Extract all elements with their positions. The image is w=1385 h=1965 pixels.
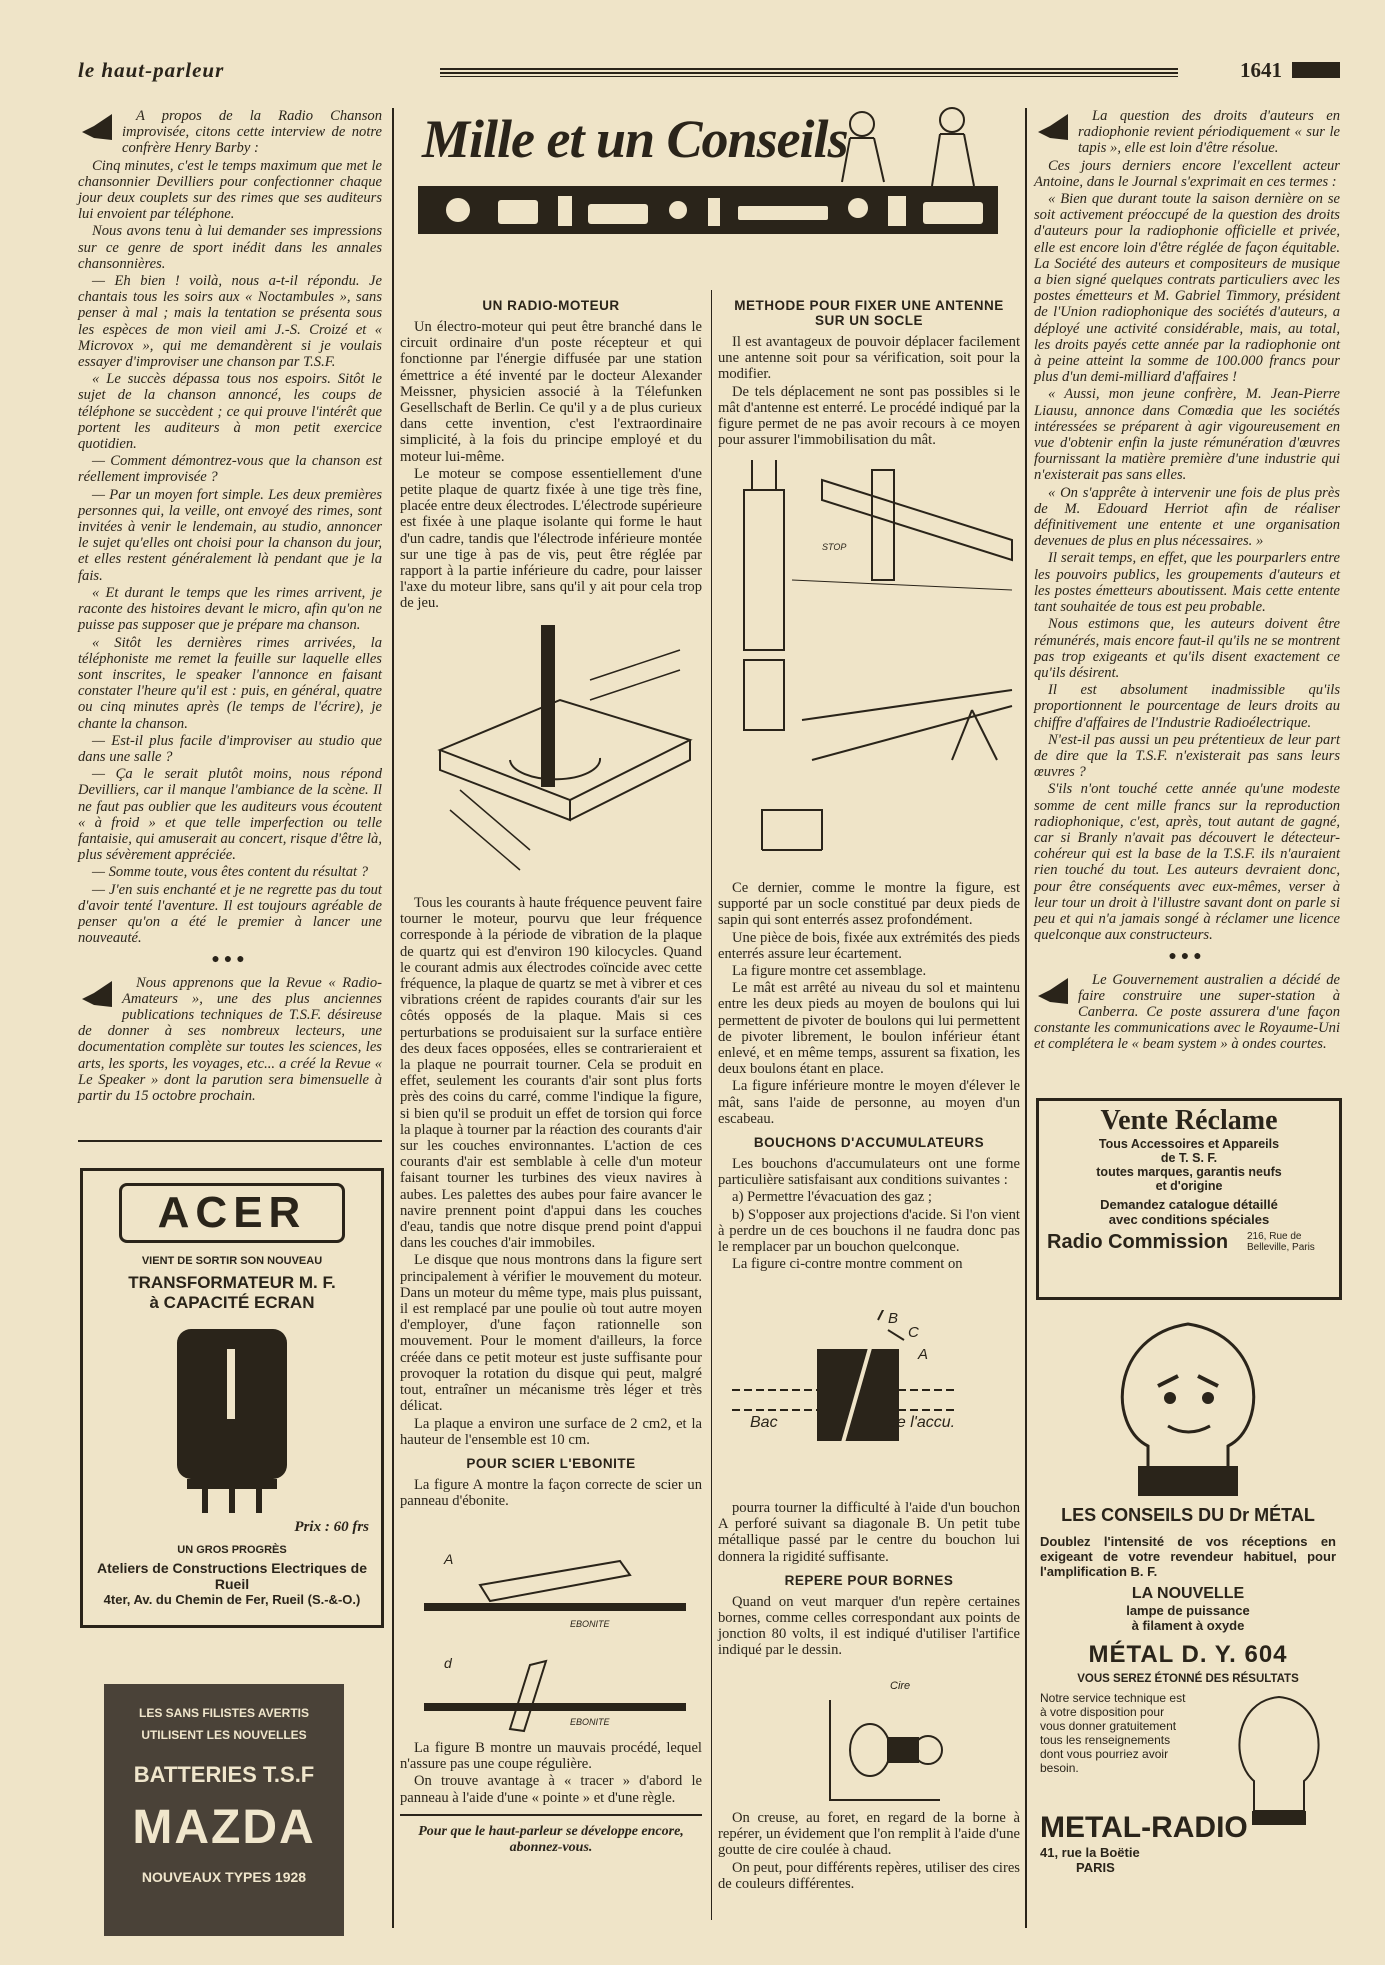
metal-brand: METAL-RADIO bbox=[1040, 1811, 1248, 1844]
mazda-line2: UTILISENT LES NOUVELLES bbox=[141, 1728, 307, 1742]
metal-line6: Notre service technique est à votre disposition pour vous donner gratuitement tous les renseignements dont vous pourriez avoir besoin. bbox=[1040, 1691, 1186, 1775]
column-rule-2 bbox=[711, 290, 712, 1920]
bornes-article bbox=[718, 1500, 1020, 1660]
metal-line3: lampe de puissance bbox=[1126, 1603, 1250, 1618]
paragraph: « On s'apprête à intervenir une fois de plus près de M. Edouard Herriot afin de réaliser définitivement une entente et une organisation devenues de plus en plus nécessaires. » bbox=[1034, 484, 1340, 550]
paragraph: — Eh bien ! voilà, nous a-t-il répondu. Je chantais tous les soirs aux « Noctambules », sans penser à mal ; mais la tentation se présenta sous les espèces de mon vieil ami J.-S. Croizé et « Microvox », qui me demandèrent si je voulais essayer d'improviser une chanson par T.S.F. bbox=[78, 273, 382, 371]
vente-address: 216, Rue de Belleville, Paris bbox=[1247, 1231, 1315, 1253]
heading-scier-ebonite: POUR SCIER L'EBONITE bbox=[466, 1455, 636, 1471]
metal-address1: 41, rue la Boëtie bbox=[1040, 1845, 1140, 1860]
bornes-article-end bbox=[718, 1810, 1020, 1893]
vente-reclame-advertisement bbox=[1036, 1098, 1342, 1300]
ebonite-label-b: EBONITE bbox=[570, 1717, 610, 1727]
paragraph: A propos de la Radio Chanson improvisée, citons cette interview de notre confrère Henry Barby : bbox=[122, 108, 382, 157]
paragraph: Nous apprenons que la Revue « Radio-Amateurs », une des plus anciennes publications techniques de T.S.F. désireuse de donner à ses nombreux lecteurs, une documentation complète sur toutes les sciences, les arts, les sports, les voyages, etc... a créé la Revue « Le Speaker » dont la parution sera bimensuelle à partir du 15 octobre prochain. bbox=[78, 974, 382, 1104]
metal-address2: PARIS bbox=[1076, 1860, 1115, 1875]
masthead-tab bbox=[1292, 62, 1340, 78]
metal-line2: LA NOUVELLE bbox=[1131, 1585, 1245, 1602]
paragraph: Nous estimons que, les auteurs doivent être rémunérés, mais encore faut-il qu'ils ne se montrent pas trop exigeants et qu'ils disent exactement ce qu'ils désirent. bbox=[1034, 616, 1340, 681]
heading-reperes: REPERE POUR BORNES bbox=[784, 1572, 954, 1588]
workers-illustration bbox=[812, 102, 1002, 194]
paragraph: Le moteur se compose essentiellement d'une petite plaque de quartz fixée à une tige très fine, placée entre deux électrodes. L'électrode supérieure est fixée à une plaque isolante qui forme le haut d'un cadre, tandis que l'électrode inférieure montée sur une tige à pas de vis, peut être réglée par rapport à la partie inférieure du cadre, pour laisser l'axe du moteur libre, sans qu'il y ait pour cela trop de jeu. bbox=[400, 465, 702, 612]
paragraph: — Comment démontrez-vous que la chanson est réellement improvisée ? bbox=[78, 453, 382, 486]
mazda-logo: MAZDA bbox=[132, 1801, 316, 1854]
vente-line6: avec conditions spéciales bbox=[1108, 1212, 1270, 1227]
mazda-line4: NOUVEAUX TYPES 1928 bbox=[141, 1869, 307, 1885]
borne-figure bbox=[800, 1680, 960, 1810]
paragraph: De tels déplacement ne sont pas possibles si le mât d'antenne est enterré. Le procédé indiqué par la figure permet de ne pas avoir recours à ce moyen pour assurer l'immobilisation du mât. bbox=[718, 383, 1020, 449]
ebonite-label-a: EBONITE bbox=[570, 1619, 610, 1629]
column-rule-1 bbox=[392, 108, 394, 1928]
mazda-line3: BATTERIES T.S.F bbox=[133, 1762, 315, 1787]
page-number: 1641 bbox=[1240, 58, 1282, 82]
paragraph: Tous les courants à haute fréquence peuvent faire tourner le moteur, pourvu que leur fréquence corresponde à la période de vibration de la plaque de quartz qui est d'environ 190 kilocycles. Quand le courant admis aux électrodes coïncide avec cette fréquence, la plaque de quartz se met à vibrer et ces vibrations créent de rapides courants d'air sur les côtés opposés de la plaque. Mais si ces perturbations se produisaient sur la surface entière des deux faces opposées, elles se contrarieraient et la plaque ne pourrait tourner. Cela se produit en effet, seulement les courants d'air sont plus forts près des coins du carré, comme l'indique la figure, si bien qu'il se produit un effet de torsion qui force la plaque à tourner par la réaction des courants d'air sur les couches environnantes. L'action de ces courants d'air est semblable à celle d'un moteur faisant tourner les turbines des vieux navires à aubes. Les palettes des aubes pour faire avancer le navire prennent point d'appui dans les couches d'eau, tandis que notre disque prend point d'appui dans les couches d'air immobiles. bbox=[400, 895, 702, 1252]
vente-line5: Demandez catalogue détaillé bbox=[1100, 1197, 1278, 1212]
masthead-title: le haut-parleur bbox=[78, 58, 225, 82]
ornament-divider: ●●● bbox=[211, 952, 249, 968]
middle-column-continued bbox=[400, 895, 702, 1510]
paragraph: « Sitôt les dernières rimes arrivées, la téléphoniste me remet la feuille sur laquelle elles sont inscrites, le speaker l'annonce en faisant constater l'heure qu'il est : puis, en général, quatre ou cinq minutes après (le temps de l'écrire), je chante la chanson. bbox=[78, 634, 382, 732]
paragraph: Cinq minutes, c'est le temps maximum que met le chansonnier Devilliers pour confectionner chaque jour deux couplets sur des rimes que ses auditeurs lui envoient par téléphone. bbox=[78, 157, 382, 223]
paragraph: — Ça le serait plutôt moins, nous répond Devilliers, car il manque l'ambiance de la scène. Il ne faut pas oublier que les auditeurs vous écoutent « à froid » et que telle imperfection ou telle fantaisie, qui amuserait au concert, risque d'être là, plus sévèrement appréciée. bbox=[78, 766, 382, 864]
paragraph: S'ils n'ont touché cette année qu'une modeste somme de cent mille francs sur la reproduction radiophonique, c'est, après, tout autant de gagné, car si Branly n'avait pas découvert le détecteur-cohéreur qui est la base de la T.S.F. ils n'auraient rien touché du tout. Les auteurs devraient donc, pour être conséquents avec eux-mêmes, verser à leur tour un droit à l'illustre savant dont on parle si peu et qui n'a jamais songé à réclamer une licence quelconque aux constructeurs. bbox=[1034, 781, 1340, 944]
paragraph: Nous avons tenu à lui demander ses impressions sur ce genre de sport inédit dans les annales chansonnières. bbox=[78, 223, 382, 272]
paragraph: Il serait temps, en effet, que les pourparlers entre les pouvoirs publics, les groupements d'auteurs et les postes émetteurs aboutissent. Mais cette entente tant souhaitée de tous est peu probable. bbox=[1034, 550, 1340, 616]
paragraph: « Le succès dépassa tous nos espoirs. Sitôt le sujet de la chanson annoncé, les coups de téléphone se succèdent ; ce qui prouve l'intérêt que portent les auditeurs à mon petit exercice quotidien. bbox=[78, 371, 382, 453]
paragraph: N'est-il pas aussi un peu prétentieux de leur part de dire que la T.S.F. n'existerait pas sans leurs œuvres ? bbox=[1034, 731, 1340, 781]
mazda-line1: LES SANS FILISTES AVERTIS bbox=[138, 1706, 310, 1720]
paragraph: Il est absolument inadmissible qu'ils proportionnent le pourcentage de leurs droits au chiffre d'affaires de l'Industrie Radioélectrique. bbox=[1034, 682, 1340, 731]
vente-line3: toutes marques, garantis neufs bbox=[1096, 1165, 1282, 1179]
metal-title: LES CONSEILS DU Dr MÉTAL bbox=[1061, 1505, 1315, 1525]
paragraph: b) S'opposer aux projections d'acide. Si l'on vient à perdre un de ces bouchons il ne faudra donc pas le remplacer par un bouchon quelconque. bbox=[718, 1206, 1020, 1256]
metal-lamp-image bbox=[1224, 1691, 1334, 1841]
paragraph: On trouve avantage à « tracer » d'abord le panneau à l'aide d'une « pointe » et d'une règle. bbox=[400, 1773, 702, 1806]
paragraph: La figure B montre un mauvais procédé, lequel n'assure pas une coupe régulière. bbox=[400, 1740, 702, 1773]
heading-antenne: METHODE POUR FIXER UNE ANTENNE SUR UN SOCLE bbox=[734, 298, 1004, 328]
left-divider bbox=[78, 1140, 382, 1142]
paragraph: La figure montre cet assemblage. bbox=[732, 963, 927, 980]
paragraph: « Et durant le temps que les rimes arrivent, je raconte des histoires devant le micro, afin qu'on ne puisse pas supposer que je prépare ma chanson. bbox=[78, 584, 382, 634]
masthead bbox=[78, 58, 1340, 88]
label-c: C bbox=[908, 1324, 919, 1341]
vente-line1: Tous Accessoires et Appareils bbox=[1098, 1137, 1280, 1151]
paragraph: La figure inférieure montre le moyen d'élever le mât, sans l'aide de personne, au moyen d'un escabeau. bbox=[718, 1078, 1020, 1127]
paragraph: Les bouchons d'accumulateurs ont une forme particulière satisfaisant aux conditions suivantes : bbox=[718, 1156, 1020, 1189]
paragraph: — Somme toute, vous êtes content du résultat ? bbox=[92, 864, 369, 881]
paragraph: « Aussi, mon jeune confrère, M. Jean-Pierre Liausu, annonce dans Comœdia que les sociétés intéressées se préparent à agir vigoureusement en vue d'obtenir enfin la juste rémunération d'œuvres fournissant la matière première d'une industrie qui n'existerait pas sans elles. bbox=[1034, 386, 1340, 484]
bouchon-figure bbox=[728, 1310, 1018, 1490]
acer-line6: 4ter, Av. du Chemin de Fer, Rueil (S.-&-O.) bbox=[103, 1592, 361, 1607]
metal-line4: à filament à oxyde bbox=[1131, 1618, 1245, 1633]
acer-line5: Ateliers de Constructions Electriques de Rueil bbox=[97, 1560, 367, 1592]
left-column-article bbox=[78, 108, 382, 1105]
ornament-divider: ●●● bbox=[1168, 949, 1206, 965]
antenne-article-continued bbox=[718, 880, 1020, 1273]
loudspeaker-icon bbox=[78, 110, 116, 142]
paragraph: Ce dernier, comme le montre la figure, est supporté par un socle constitué par deux pieds de sapin qui sont enterrés assez profondément. bbox=[718, 880, 1020, 929]
cire-label: Cire bbox=[890, 1680, 911, 1692]
paragraph: Il est avantageux de pouvoir déplacer facilement une antenne soit pour sa vérification, soit pour la modifier. bbox=[718, 334, 1020, 383]
masthead-rule bbox=[440, 68, 1178, 77]
loudspeaker-icon bbox=[1034, 110, 1072, 142]
accu-label: de l'accu. bbox=[888, 1414, 956, 1431]
heading-bouchons: BOUCHONS D'ACCUMULATEURS bbox=[753, 1135, 985, 1151]
bac-label: Bac bbox=[750, 1414, 778, 1431]
vente-title: Vente Réclame bbox=[1100, 1105, 1278, 1136]
paragraph: — Est-il plus facile d'improviser au studio que dans une salle ? bbox=[78, 732, 382, 765]
paragraph: pourra tourner la difficulté à l'aide d'un bouchon A perforé suivant sa diagonale B. Un petit tube métallique passé par le centre du bouchon lui donnera la rigidité suffisante. bbox=[718, 1500, 1020, 1565]
acer-logo-box bbox=[119, 1183, 345, 1243]
ebonite-figure bbox=[420, 1545, 700, 1735]
mazda-advertisement bbox=[104, 1684, 344, 1936]
paragraph: « Bien que durant toute la saison dernière on se soit activement préoccupé de la question des droits d'auteurs pour la radiophonie officielle et privée, elle est encore loin d'être réglée de façon équitable. La Société des auteurs et compositeurs de musique a bien signé quelques contrats particuliers avec les postes émetteurs et M. Gabriel Timmory, président de l'Union radiophonique des sociétés d'auteurs, a déployé une activité considérable, mais, au total, les droits payés cette année par la radiophonie ont à peine atteint la somme de 100.000 francs pour plus d'un demi-milliard d'affaires ! bbox=[1034, 191, 1340, 386]
paragraph: La question des droits d'auteurs en radiophonie revient périodiquement « sur le tapis », elle est loin d'être résolue. bbox=[1078, 108, 1340, 157]
acer-logo: ACER bbox=[157, 1188, 307, 1237]
paragraph: Le disque que nous montrons dans la figure sert principalement à vérifier le mouvement du moteur. Dans un moteur du même type, mais plus puissant, il est remplacé par une poulie où tout autre moyen d'employer, d'une façon rationnelle son mouvement. Pour le moment d'ailleurs, la force créée dans ce petit moteur est juste suffisante pour provoquer la rotation du disque qui peut, malgré tout, entraîner un mécanisme très léger et très délicat. bbox=[400, 1252, 702, 1415]
paragraph: Quand on veut marquer d'un repère certaines bornes, comme celles correspondant aux points de jonction 80 volts, il est indiqué d'utiliser l'artifice indiqué par le dessin. bbox=[718, 1593, 1020, 1659]
acer-advertisement bbox=[80, 1168, 384, 1628]
acer-line1: VIENT DE SORTIR SON NOUVEAU bbox=[141, 1255, 323, 1267]
antenne-article bbox=[718, 290, 1020, 449]
acer-line2: TRANSFORMATEUR M. F. bbox=[128, 1273, 336, 1292]
subscribe-footer: Pour que le haut-parleur se développe encore, abonnez-vous. bbox=[418, 1823, 684, 1856]
lamp-character-illustration bbox=[1038, 1306, 1338, 1496]
paragraph: La figure A montre la façon correcte de scier un panneau d'ébonite. bbox=[400, 1476, 702, 1510]
vente-line4: et d'origine bbox=[1155, 1179, 1223, 1193]
right-column-article bbox=[1034, 108, 1340, 1054]
footer-rule bbox=[400, 1814, 702, 1816]
paragraph: La plaque a environ une surface de 2 cm2, et la hauteur de l'ensemble est 10 cm. bbox=[400, 1415, 702, 1448]
metal-model: MÉTAL D. Y. 604 bbox=[1088, 1641, 1288, 1668]
transformer-image bbox=[157, 1319, 307, 1519]
vente-brand: Radio Commission bbox=[1047, 1231, 1229, 1253]
mille-conseils-banner bbox=[412, 108, 1002, 238]
paragraph: Une pièce de bois, fixée aux extrémités des pieds enterrés assure leur écartement. bbox=[718, 929, 1020, 962]
vente-line2: de T. S. F. bbox=[1160, 1151, 1218, 1165]
stop-label: STOP bbox=[822, 542, 847, 552]
heading-radio-moteur: UN RADIO-MOTEUR bbox=[482, 298, 620, 313]
metal-line1: Doublez l'intensité de vos réceptions en exigeant de votre revendeur habituel, pour l'amplification B. F. bbox=[1040, 1534, 1336, 1579]
loudspeaker-icon bbox=[1034, 974, 1072, 1006]
middle-column-article bbox=[400, 290, 702, 613]
fig-b-label: d bbox=[444, 1655, 452, 1671]
radio-moteur-figure bbox=[420, 620, 700, 890]
metal-line5: VOUS SEREZ ÉTONNÉ DES RÉSULTATS bbox=[1077, 1673, 1299, 1685]
loudspeaker-icon bbox=[78, 977, 116, 1009]
paragraph: Le mât est arrêté au niveau du sol et maintenu entre les deux pieds au moyen de boulons qui lui permettent de pivoter de boulons qui lui permettent de pivoter librement, le boulon inférieur étant enlevé, et en même temps, assurent sa fixation, les deux boulons étant en place. bbox=[718, 980, 1020, 1078]
antenne-figure bbox=[722, 460, 1018, 880]
paragraph: On peut, pour différents repères, utiliser des cires de couleurs différentes. bbox=[718, 1859, 1020, 1892]
paragraph: — J'en suis enchanté et je ne regrette pas du tout d'avoir tenté l'aventure. Il est toujours agréable de penser qu'on a été le premier à lancer une nouveauté. bbox=[78, 881, 382, 947]
paragraph: — Par un moyen fort simple. Les deux premières personnes qui, la veille, ont envoyé des rimes, sont invitées à venir le lendemain, au studio, annoncer le sujet qu'elles ont choisi pour la chanson du jour, et elles restent généralement là pendant que je la fais. bbox=[78, 486, 382, 584]
paragraph: a) Permettre l'évacuation des gaz ; bbox=[732, 1189, 932, 1206]
paragraph: Le Gouvernement australien a décidé de faire construire une super-station à Canberra. Ce poste assurera d'une façon constante les communications avec le Royaume-Uni et complétera le « beam system » à ondes courtes. bbox=[1034, 971, 1340, 1053]
acer-line4: UN GROS PROGRÈS bbox=[177, 1544, 287, 1556]
label-b: B bbox=[888, 1310, 899, 1327]
fig-a-label: A bbox=[444, 1551, 454, 1567]
paragraph: La figure ci-contre montre comment on bbox=[732, 1256, 963, 1273]
banner-title: Mille et un Conseils bbox=[422, 109, 848, 169]
column-rule-3 bbox=[1025, 108, 1027, 1928]
paragraph: Un électro-moteur qui peut être branché dans le circuit ordinaire d'un poste récepteur et qui fonctionne par l'énergie diffusée par une station émettrice a été inventé par le docteur Alexander Meissner, physicien associé à la Télefunken Gesellschaft de Berlin. Ce qu'il y a de plus curieux dans cette invention, c'est l'extraordinaire simplicité, à la fois du principe employé et du moteur lui-même. bbox=[400, 319, 702, 465]
paragraph: On creuse, au foret, en regard de la borne à repérer, un évidement que l'on remplit à l'aide d'une goutte de cire coulée à chaud. bbox=[718, 1810, 1020, 1859]
middle-column-end bbox=[400, 1740, 702, 1856]
acer-price: Prix : 60 frs bbox=[294, 1519, 369, 1535]
acer-line3: à CAPACITÉ ECRAN bbox=[149, 1293, 315, 1312]
label-a: A bbox=[918, 1346, 929, 1363]
paragraph: Ces jours derniers encore l'excellent acteur Antoine, dans le Journal s'exprimait en ces termes : bbox=[1034, 157, 1340, 190]
metal-advertisement bbox=[1036, 1306, 1340, 1922]
